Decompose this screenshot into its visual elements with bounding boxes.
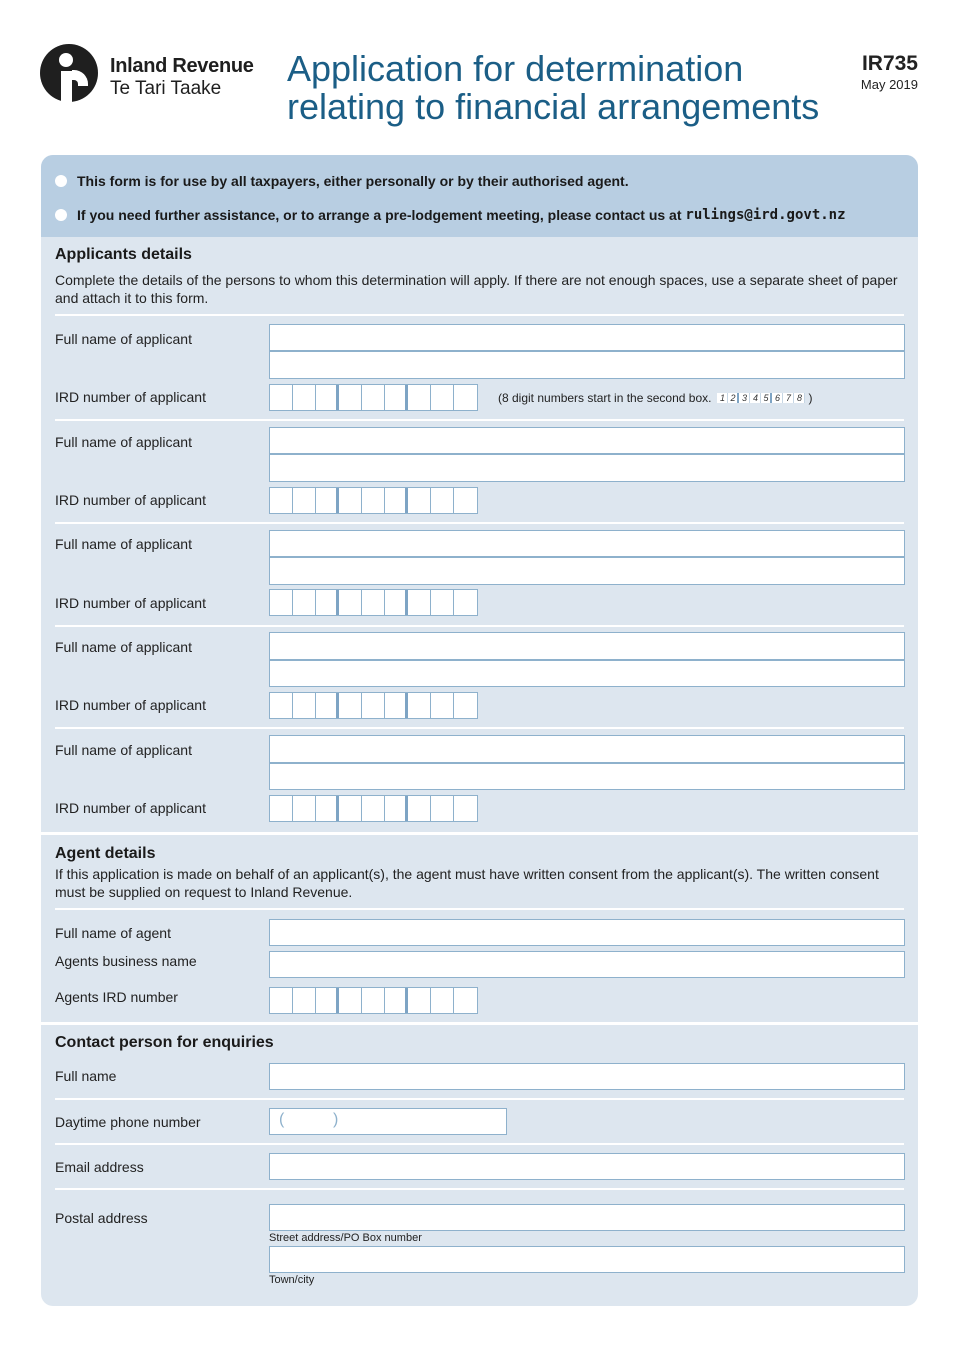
applicant-1-name-field-line1[interactable] xyxy=(269,324,905,351)
agent-ird-label: Agents IRD number xyxy=(55,989,178,1005)
postal-street-caption: Street address/PO Box number xyxy=(269,1232,422,1244)
phone-area-open: ( xyxy=(279,1111,285,1128)
applicants-heading: Applicants details xyxy=(55,246,192,263)
form-code-block xyxy=(861,52,918,92)
intro-bullet-1: This form is for use by all taxpayers, either personally or by their authorised agent. xyxy=(55,173,629,189)
bullet-icon xyxy=(55,209,67,221)
intro-bullet-2: If you need further assistance, or to arrange a pre-lodgement meeting, please contact us at rulings@ird.govt.nz xyxy=(55,207,846,223)
row-divider xyxy=(55,522,904,524)
applicant-2-ird-label: IRD number of applicant xyxy=(55,492,206,508)
contact-name-field[interactable] xyxy=(269,1063,905,1090)
row-divider xyxy=(55,1143,904,1145)
contact-name-label: Full name xyxy=(55,1068,117,1084)
postal-town-caption: Town/city xyxy=(269,1274,315,1286)
contact-postal-label: Postal address xyxy=(55,1210,148,1226)
phone-area-close: ) xyxy=(333,1111,339,1128)
row-divider xyxy=(55,1188,904,1190)
agent-name-field[interactable] xyxy=(269,919,905,946)
applicant-3-name-field-line1[interactable] xyxy=(269,530,905,557)
contact-phone-label: Daytime phone number xyxy=(55,1114,201,1130)
row-divider xyxy=(55,727,904,729)
applicant-4-name-field-line1[interactable] xyxy=(269,632,905,660)
form-title xyxy=(287,50,847,126)
form-date: May 2019 xyxy=(860,77,918,92)
agent-name-label: Full name of agent xyxy=(55,925,171,941)
rulings-email: rulings@ird.govt.nz xyxy=(685,207,846,223)
postal-town-field[interactable] xyxy=(269,1246,905,1273)
row-divider xyxy=(55,908,904,910)
applicants-description: Complete the details of the persons to whom this determination will apply. If there are not enough spaces, use a separate sheet of paper and attach it to this form. xyxy=(55,272,898,306)
section-divider xyxy=(41,832,918,835)
applicant-3-ird-label: IRD number of applicant xyxy=(55,595,206,611)
row-divider xyxy=(55,314,904,316)
ir-logo-icon xyxy=(40,44,98,102)
applicant-5-name-label: Full name of applicant xyxy=(55,742,192,758)
applicant-3-name-field-line2[interactable] xyxy=(269,557,905,585)
agent-heading: Agent details xyxy=(55,845,156,862)
agent-description: If this application is made on behalf of an applicant(s), the agent must have written consent from the applicant(s). The written consent must be supplied on request to Inland Revenue. xyxy=(55,866,879,900)
applicant-1-ird-field[interactable] xyxy=(269,384,478,411)
applicant-2-ird-field[interactable] xyxy=(269,487,478,514)
applicant-2-name-field-line1[interactable] xyxy=(269,427,905,454)
bullet-icon xyxy=(55,175,67,187)
applicant-2-name-label: Full name of applicant xyxy=(55,434,192,450)
contact-phone-field[interactable] xyxy=(269,1108,507,1135)
applicant-5-ird-label: IRD number of applicant xyxy=(55,800,206,816)
applicant-1-name-field-line2[interactable] xyxy=(269,351,905,379)
intro-box xyxy=(41,155,918,237)
applicant-4-ird-field[interactable] xyxy=(269,692,478,719)
form-title-line1: Application for determination xyxy=(287,48,744,89)
contact-email-field[interactable] xyxy=(269,1153,905,1180)
postal-street-field[interactable] xyxy=(269,1204,905,1231)
applicant-2-name-field-line2[interactable] xyxy=(269,454,905,482)
ird-example-digits: 1 2 3 4 5 6 7 8 xyxy=(717,393,805,403)
applicant-1-ird-label: IRD number of applicant xyxy=(55,389,206,405)
row-divider xyxy=(55,1098,904,1100)
row-divider xyxy=(55,419,904,421)
form-title-line2: relating to financial arrangements xyxy=(287,86,820,127)
inland-revenue-logo xyxy=(40,44,260,104)
applicant-3-ird-field[interactable] xyxy=(269,589,478,616)
applicant-4-ird-label: IRD number of applicant xyxy=(55,697,206,713)
applicant-5-ird-field[interactable] xyxy=(269,795,478,822)
ird-format-hint: (8 digit numbers start in the second box. 1 2 3 4 5 6 7 8 ) xyxy=(498,391,813,405)
org-name-maori: Te Tari Taake xyxy=(110,78,222,99)
applicant-5-name-field-line1[interactable] xyxy=(269,735,905,763)
applicant-5-name-field-line2[interactable] xyxy=(269,763,905,790)
agent-business-label: Agents business name xyxy=(55,953,197,969)
contact-email-label: Email address xyxy=(55,1159,144,1175)
applicant-3-name-label: Full name of applicant xyxy=(55,536,192,552)
row-divider xyxy=(55,625,904,627)
org-name: Inland Revenue xyxy=(110,55,254,77)
agent-ird-field[interactable] xyxy=(269,987,478,1014)
contact-heading: Contact person for enquiries xyxy=(55,1034,274,1051)
applicant-4-name-label: Full name of applicant xyxy=(55,639,192,655)
agent-business-field[interactable] xyxy=(269,951,905,978)
form-code: IR735 xyxy=(861,52,918,75)
applicant-1-name-label: Full name of applicant xyxy=(55,331,192,347)
form-panel xyxy=(41,155,918,1306)
section-divider xyxy=(41,1022,918,1025)
applicant-4-name-field-line2[interactable] xyxy=(269,660,905,687)
